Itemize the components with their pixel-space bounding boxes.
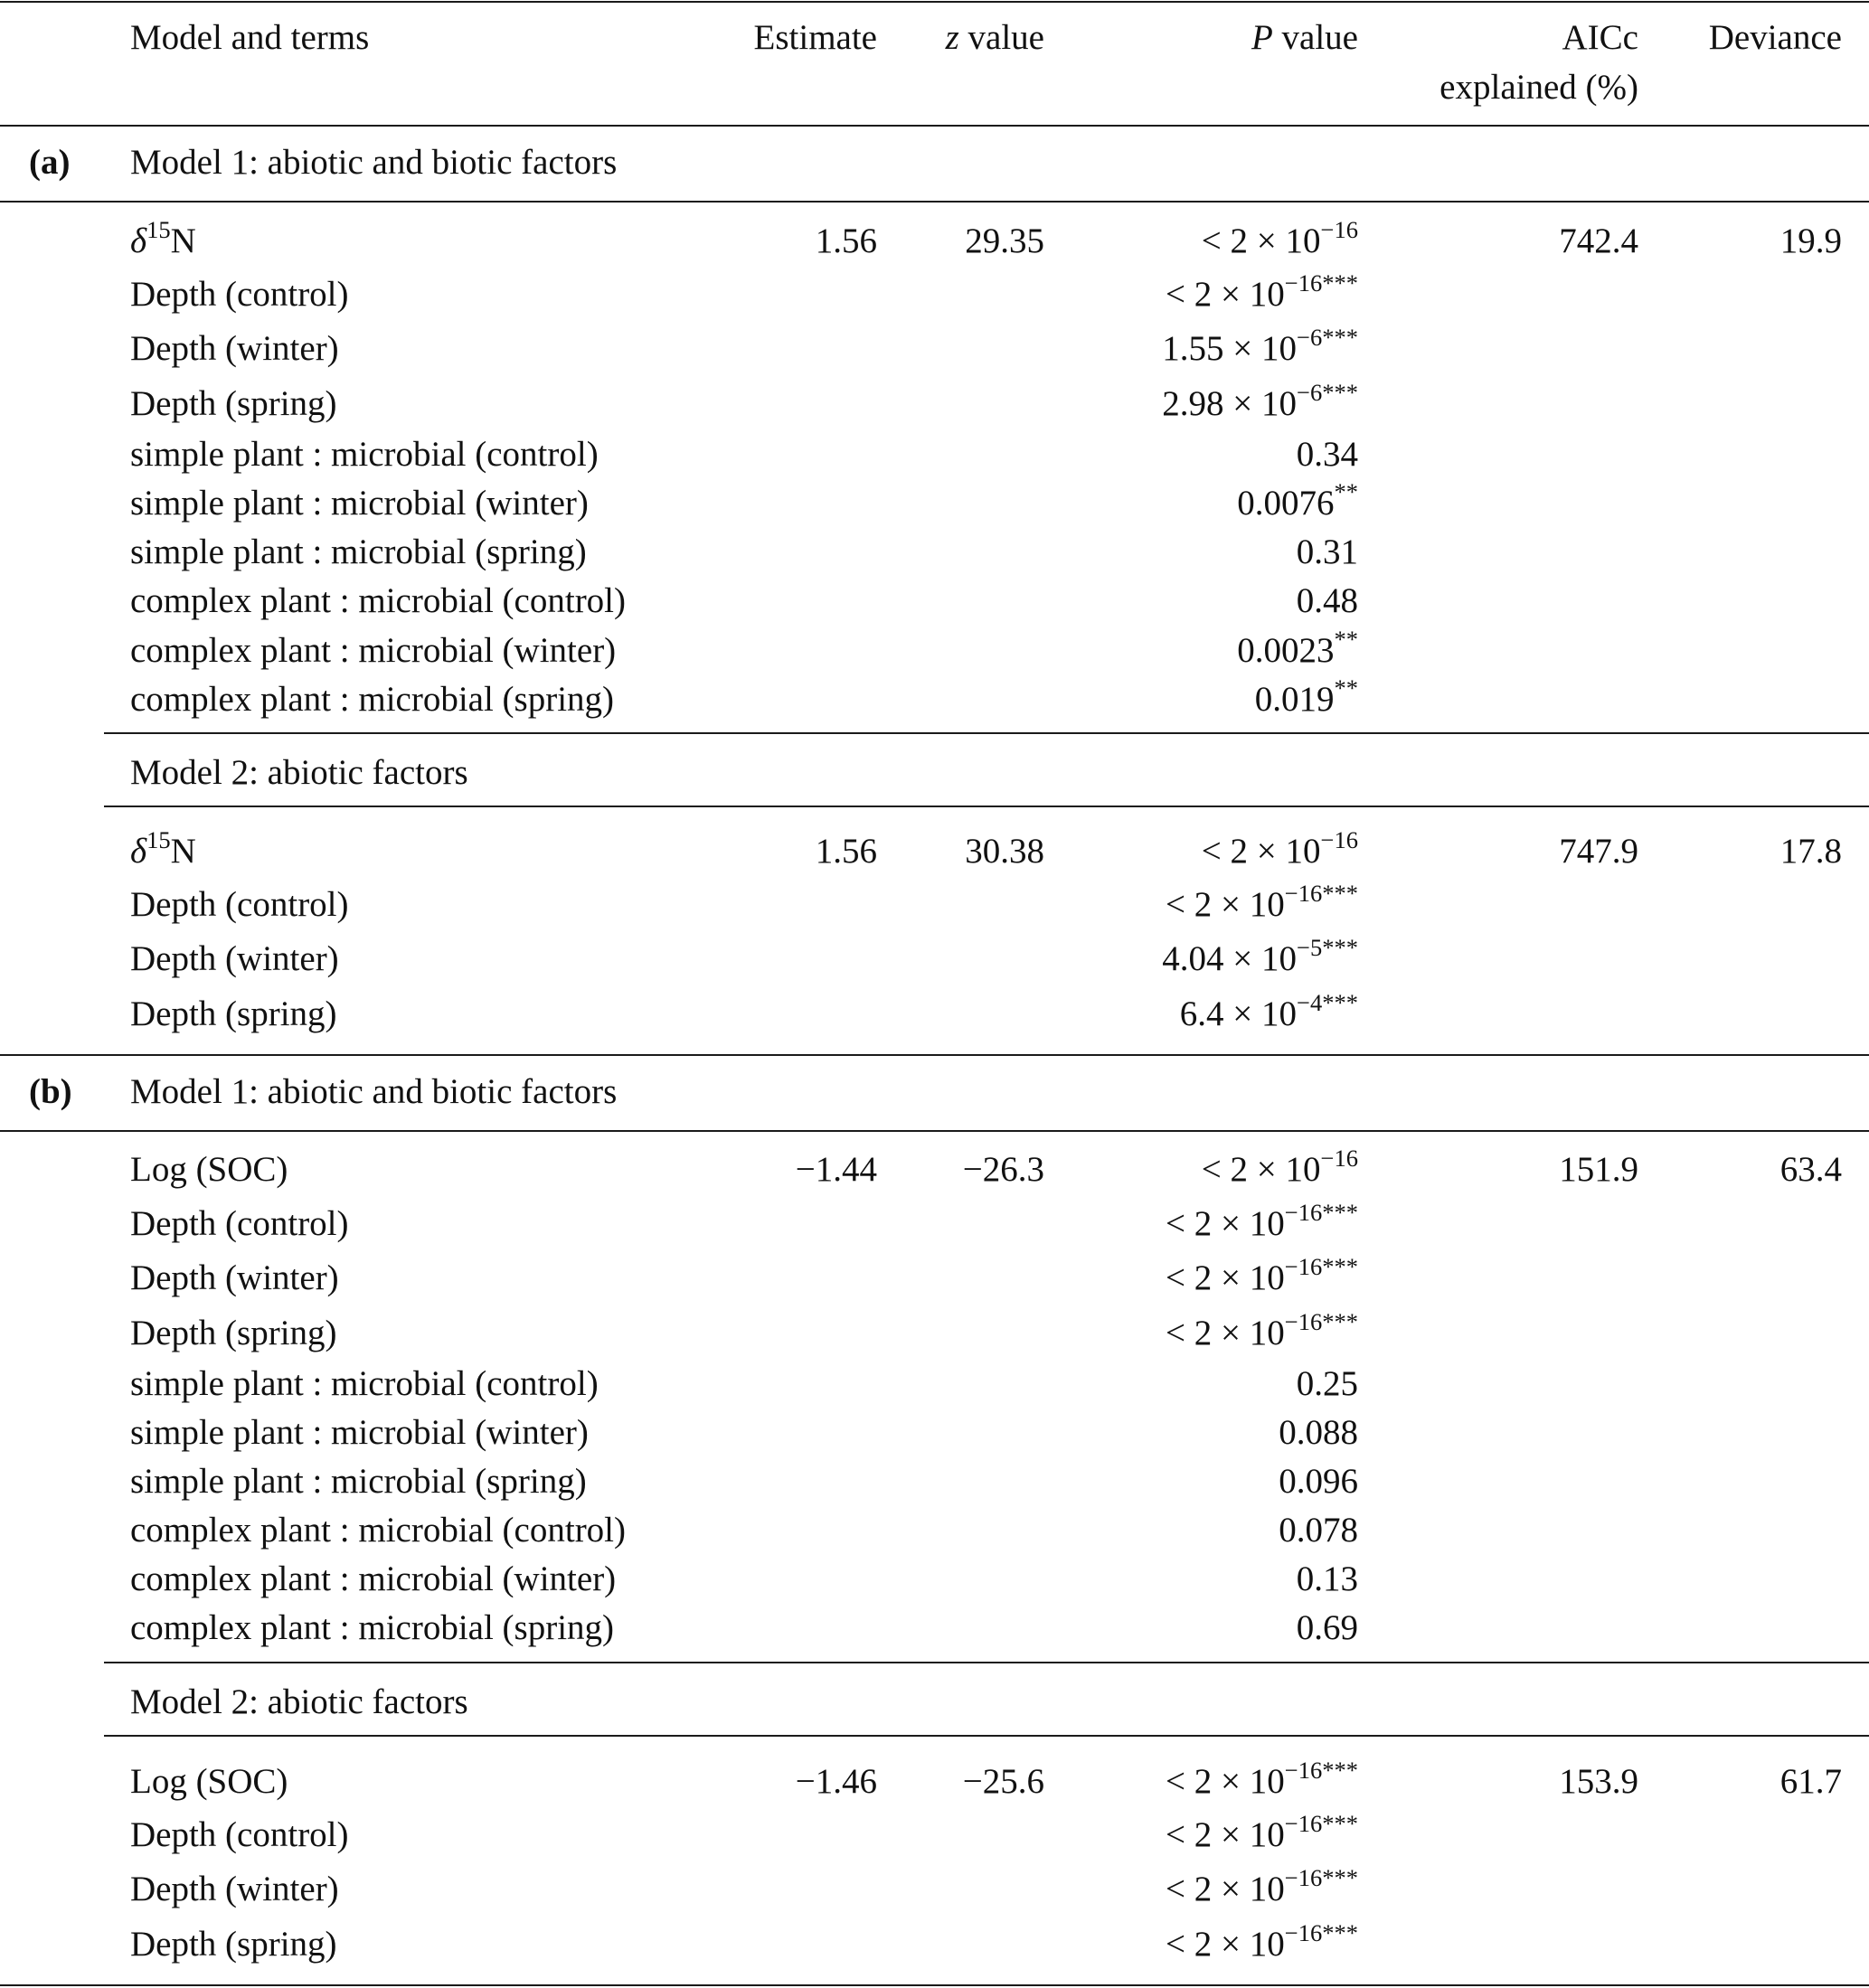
p-value-exponent: −16 bbox=[1320, 825, 1358, 853]
term-text: Depth (spring) bbox=[130, 994, 337, 1033]
term-tail: N bbox=[170, 832, 196, 871]
model-body-rule bbox=[104, 1735, 1869, 1737]
p-value-cell bbox=[1297, 1561, 1358, 1597]
header-z-symbol: z bbox=[945, 18, 959, 57]
header-p-text: value bbox=[1272, 18, 1358, 57]
term-cell bbox=[130, 887, 349, 922]
p-value-cell bbox=[1279, 1512, 1358, 1548]
term-text: Depth (winter) bbox=[130, 1258, 339, 1297]
term-cell bbox=[130, 1315, 337, 1351]
p-value-base: < 2 × 10 bbox=[1166, 1762, 1285, 1801]
term-cell bbox=[130, 1817, 349, 1852]
p-value-exponent: ** bbox=[1334, 674, 1358, 702]
header-rule bbox=[0, 125, 1869, 127]
z-value-cell: 29.35 bbox=[965, 221, 1044, 260]
p-value-cell bbox=[1166, 1252, 1358, 1297]
p-value-exponent: −16*** bbox=[1284, 879, 1358, 907]
term-text: δ bbox=[130, 832, 147, 871]
p-value-exponent: −6*** bbox=[1297, 378, 1358, 406]
term-cell bbox=[130, 1561, 616, 1597]
p-value-base: 0.69 bbox=[1296, 1608, 1358, 1647]
p-value-exponent: −16*** bbox=[1284, 1863, 1358, 1891]
term-text: Depth (control) bbox=[130, 275, 349, 314]
z-value-cell: −26.3 bbox=[962, 1150, 1044, 1189]
p-value-base: < 2 × 10 bbox=[1166, 1815, 1285, 1854]
p-value-cell bbox=[1297, 1610, 1358, 1645]
p-value-cell bbox=[1297, 583, 1358, 618]
panel-end-rule bbox=[0, 1054, 1869, 1056]
p-value-base: 0.096 bbox=[1279, 1462, 1358, 1501]
p-value-exponent: −16*** bbox=[1284, 1756, 1358, 1784]
panel-label: (b) bbox=[29, 1072, 72, 1111]
p-value-cell bbox=[1237, 477, 1358, 523]
term-cell bbox=[130, 1415, 589, 1450]
panel-label: (a) bbox=[29, 143, 71, 182]
term-cell bbox=[130, 1764, 288, 1799]
term-text: simple plant : microbial (spring) bbox=[130, 1462, 587, 1501]
z-value-cell: 30.38 bbox=[965, 832, 1044, 871]
p-value-exponent: −16*** bbox=[1284, 1918, 1358, 1946]
p-value-base: < 2 × 10 bbox=[1201, 832, 1321, 871]
p-value-base: 0.078 bbox=[1279, 1511, 1358, 1550]
term-cell bbox=[130, 825, 196, 871]
p-value-base: 0.13 bbox=[1296, 1559, 1358, 1598]
p-value-cell bbox=[1179, 988, 1358, 1033]
term-cell bbox=[130, 1927, 337, 1962]
term-text: complex plant : microbial (winter) bbox=[130, 1559, 617, 1598]
term-cell bbox=[130, 215, 196, 260]
term-tail: N bbox=[170, 221, 196, 260]
deviance-cell: 63.4 bbox=[1779, 1150, 1842, 1189]
aicc-cell: 742.4 bbox=[1559, 221, 1638, 260]
p-value-exponent: −16 bbox=[1320, 215, 1358, 243]
term-cell bbox=[130, 1260, 339, 1295]
deviance-cell: 61.7 bbox=[1779, 1762, 1842, 1801]
p-value-exponent: −16*** bbox=[1284, 1809, 1358, 1837]
p-value-base: 6.4 × 10 bbox=[1179, 994, 1297, 1033]
deviance-cell: 17.8 bbox=[1779, 832, 1842, 871]
header-z-text: value bbox=[958, 18, 1044, 57]
p-value-cell bbox=[1166, 1809, 1358, 1854]
p-value-base: 0.0076 bbox=[1237, 484, 1335, 523]
term-superscript: 15 bbox=[146, 215, 171, 243]
term-cell bbox=[130, 386, 337, 421]
term-cell bbox=[130, 1610, 614, 1645]
model-title: Model 1: abiotic and biotic factors bbox=[130, 143, 618, 182]
p-value-base: 4.04 × 10 bbox=[1162, 939, 1297, 978]
term-superscript: 15 bbox=[146, 825, 171, 853]
aicc-cell: 747.9 bbox=[1559, 832, 1638, 871]
estimate-cell: 1.56 bbox=[815, 221, 877, 260]
term-text: Depth (control) bbox=[130, 1204, 349, 1243]
term-text: complex plant : microbial (control) bbox=[130, 1511, 626, 1550]
term-text: Depth (winter) bbox=[130, 329, 339, 368]
term-cell bbox=[130, 277, 349, 312]
p-value-base: < 2 × 10 bbox=[1166, 275, 1285, 314]
p-value-base: < 2 × 10 bbox=[1166, 885, 1285, 924]
header-z-value bbox=[946, 20, 1044, 55]
p-value-base: < 2 × 10 bbox=[1166, 1258, 1285, 1297]
term-text: Depth (winter) bbox=[130, 1870, 339, 1908]
p-value-base: 0.34 bbox=[1296, 435, 1358, 474]
p-value-exponent: −16*** bbox=[1284, 1307, 1358, 1335]
header-deviance: Deviance bbox=[1708, 18, 1842, 57]
p-value-cell bbox=[1162, 378, 1358, 423]
term-cell bbox=[130, 485, 589, 521]
term-cell bbox=[130, 331, 339, 366]
p-value-base: 0.019 bbox=[1254, 680, 1335, 719]
p-value-exponent: −16*** bbox=[1284, 269, 1358, 297]
p-value-exponent: ** bbox=[1334, 477, 1358, 505]
term-text: simple plant : microbial (winter) bbox=[130, 1413, 589, 1452]
p-value-cell bbox=[1166, 1756, 1358, 1801]
p-value-cell bbox=[1201, 1144, 1358, 1189]
term-cell bbox=[130, 1464, 587, 1499]
model-body-rule bbox=[104, 806, 1869, 807]
p-value-exponent: −16 bbox=[1320, 1144, 1358, 1172]
model-title: Model 2: abiotic factors bbox=[130, 1682, 468, 1721]
term-cell bbox=[130, 682, 614, 717]
p-value-cell bbox=[1166, 1863, 1358, 1908]
estimate-cell: 1.56 bbox=[815, 832, 877, 871]
p-value-cell bbox=[1166, 1918, 1358, 1964]
term-text: simple plant : microbial (winter) bbox=[130, 484, 589, 523]
aicc-cell: 153.9 bbox=[1559, 1762, 1638, 1801]
header-p-symbol: P bbox=[1251, 18, 1273, 57]
term-text: Log (SOC) bbox=[130, 1150, 288, 1189]
p-value-cell bbox=[1162, 933, 1358, 978]
p-value-cell bbox=[1166, 269, 1358, 314]
term-cell bbox=[130, 1512, 626, 1548]
term-text: complex plant : microbial (control) bbox=[130, 581, 626, 620]
model-separator-rule bbox=[104, 1662, 1869, 1663]
term-text: complex plant : microbial (spring) bbox=[130, 680, 615, 719]
model-title: Model 2: abiotic factors bbox=[130, 753, 468, 792]
term-cell bbox=[130, 941, 339, 976]
p-value-base: < 2 × 10 bbox=[1166, 1870, 1285, 1908]
term-text: Depth (spring) bbox=[130, 384, 337, 423]
term-text: simple plant : microbial (control) bbox=[130, 1364, 599, 1403]
term-cell bbox=[130, 1871, 339, 1907]
term-cell bbox=[130, 583, 626, 618]
term-cell bbox=[130, 437, 599, 472]
term-cell bbox=[130, 1152, 288, 1187]
p-value-cell bbox=[1201, 215, 1358, 260]
p-value-base: < 2 × 10 bbox=[1166, 1204, 1285, 1243]
panel-rule bbox=[0, 201, 1869, 203]
term-cell bbox=[130, 1366, 599, 1401]
term-cell bbox=[130, 996, 337, 1032]
header-estimate: Estimate bbox=[753, 18, 877, 57]
header-p-value bbox=[1251, 20, 1358, 55]
p-value-base: < 2 × 10 bbox=[1201, 1150, 1321, 1189]
header-aicc-line2: explained (%) bbox=[1440, 68, 1638, 107]
estimate-cell: −1.46 bbox=[795, 1762, 877, 1801]
model-title: Model 1: abiotic and biotic factors bbox=[130, 1072, 618, 1111]
p-value-cell bbox=[1279, 1464, 1358, 1499]
p-value-exponent: −16*** bbox=[1284, 1198, 1358, 1226]
p-value-cell bbox=[1162, 323, 1358, 368]
top-rule bbox=[0, 1, 1869, 3]
p-value-base: 0.48 bbox=[1296, 581, 1358, 620]
p-value-exponent: −16*** bbox=[1284, 1252, 1358, 1280]
term-text: Depth (control) bbox=[130, 885, 349, 924]
term-cell bbox=[130, 1206, 349, 1241]
header-model-terms: Model and terms bbox=[130, 18, 370, 57]
panel-rule bbox=[0, 1130, 1869, 1132]
model-separator-rule bbox=[104, 732, 1869, 734]
term-text: complex plant : microbial (spring) bbox=[130, 1608, 615, 1647]
p-value-exponent: −4*** bbox=[1297, 988, 1358, 1016]
p-value-base: < 2 × 10 bbox=[1166, 1314, 1285, 1352]
term-text: δ bbox=[130, 221, 147, 260]
p-value-base: 0.31 bbox=[1296, 532, 1358, 571]
term-cell bbox=[130, 534, 587, 570]
p-value-cell bbox=[1254, 674, 1358, 719]
p-value-base: 2.98 × 10 bbox=[1162, 384, 1297, 423]
p-value-cell bbox=[1297, 437, 1358, 472]
p-value-cell bbox=[1279, 1415, 1358, 1450]
header-aicc-line1: AICc bbox=[1562, 18, 1638, 57]
p-value-cell bbox=[1166, 1307, 1358, 1352]
p-value-base: < 2 × 10 bbox=[1166, 1925, 1285, 1964]
panel-end-rule bbox=[0, 1984, 1869, 1986]
z-value-cell: −25.6 bbox=[962, 1762, 1044, 1801]
term-text: Depth (spring) bbox=[130, 1314, 337, 1352]
p-value-exponent: −5*** bbox=[1297, 933, 1358, 961]
term-text: Depth (control) bbox=[130, 1815, 349, 1854]
header-aicc bbox=[1440, 20, 1638, 105]
p-value-cell bbox=[1297, 534, 1358, 570]
p-value-base: 0.088 bbox=[1279, 1413, 1358, 1452]
p-value-cell bbox=[1237, 625, 1358, 670]
deviance-cell: 19.9 bbox=[1779, 221, 1842, 260]
p-value-base: 0.25 bbox=[1296, 1364, 1358, 1403]
p-value-base: 1.55 × 10 bbox=[1162, 329, 1297, 368]
p-value-exponent: −6*** bbox=[1297, 323, 1358, 351]
p-value-base: < 2 × 10 bbox=[1201, 221, 1321, 260]
p-value-cell bbox=[1166, 1198, 1358, 1243]
aicc-cell: 151.9 bbox=[1559, 1150, 1638, 1189]
term-text: Depth (spring) bbox=[130, 1925, 337, 1964]
p-value-cell bbox=[1166, 879, 1358, 924]
term-text: simple plant : microbial (control) bbox=[130, 435, 599, 474]
term-text: complex plant : microbial (winter) bbox=[130, 631, 617, 670]
estimate-cell: −1.44 bbox=[795, 1150, 877, 1189]
term-text: simple plant : microbial (spring) bbox=[130, 532, 587, 571]
p-value-cell bbox=[1297, 1366, 1358, 1401]
p-value-cell bbox=[1201, 825, 1358, 871]
term-text: Depth (winter) bbox=[130, 939, 339, 978]
p-value-exponent: ** bbox=[1334, 625, 1358, 653]
p-value-base: 0.0023 bbox=[1237, 631, 1335, 670]
term-cell bbox=[130, 633, 616, 668]
term-text: Log (SOC) bbox=[130, 1762, 288, 1801]
